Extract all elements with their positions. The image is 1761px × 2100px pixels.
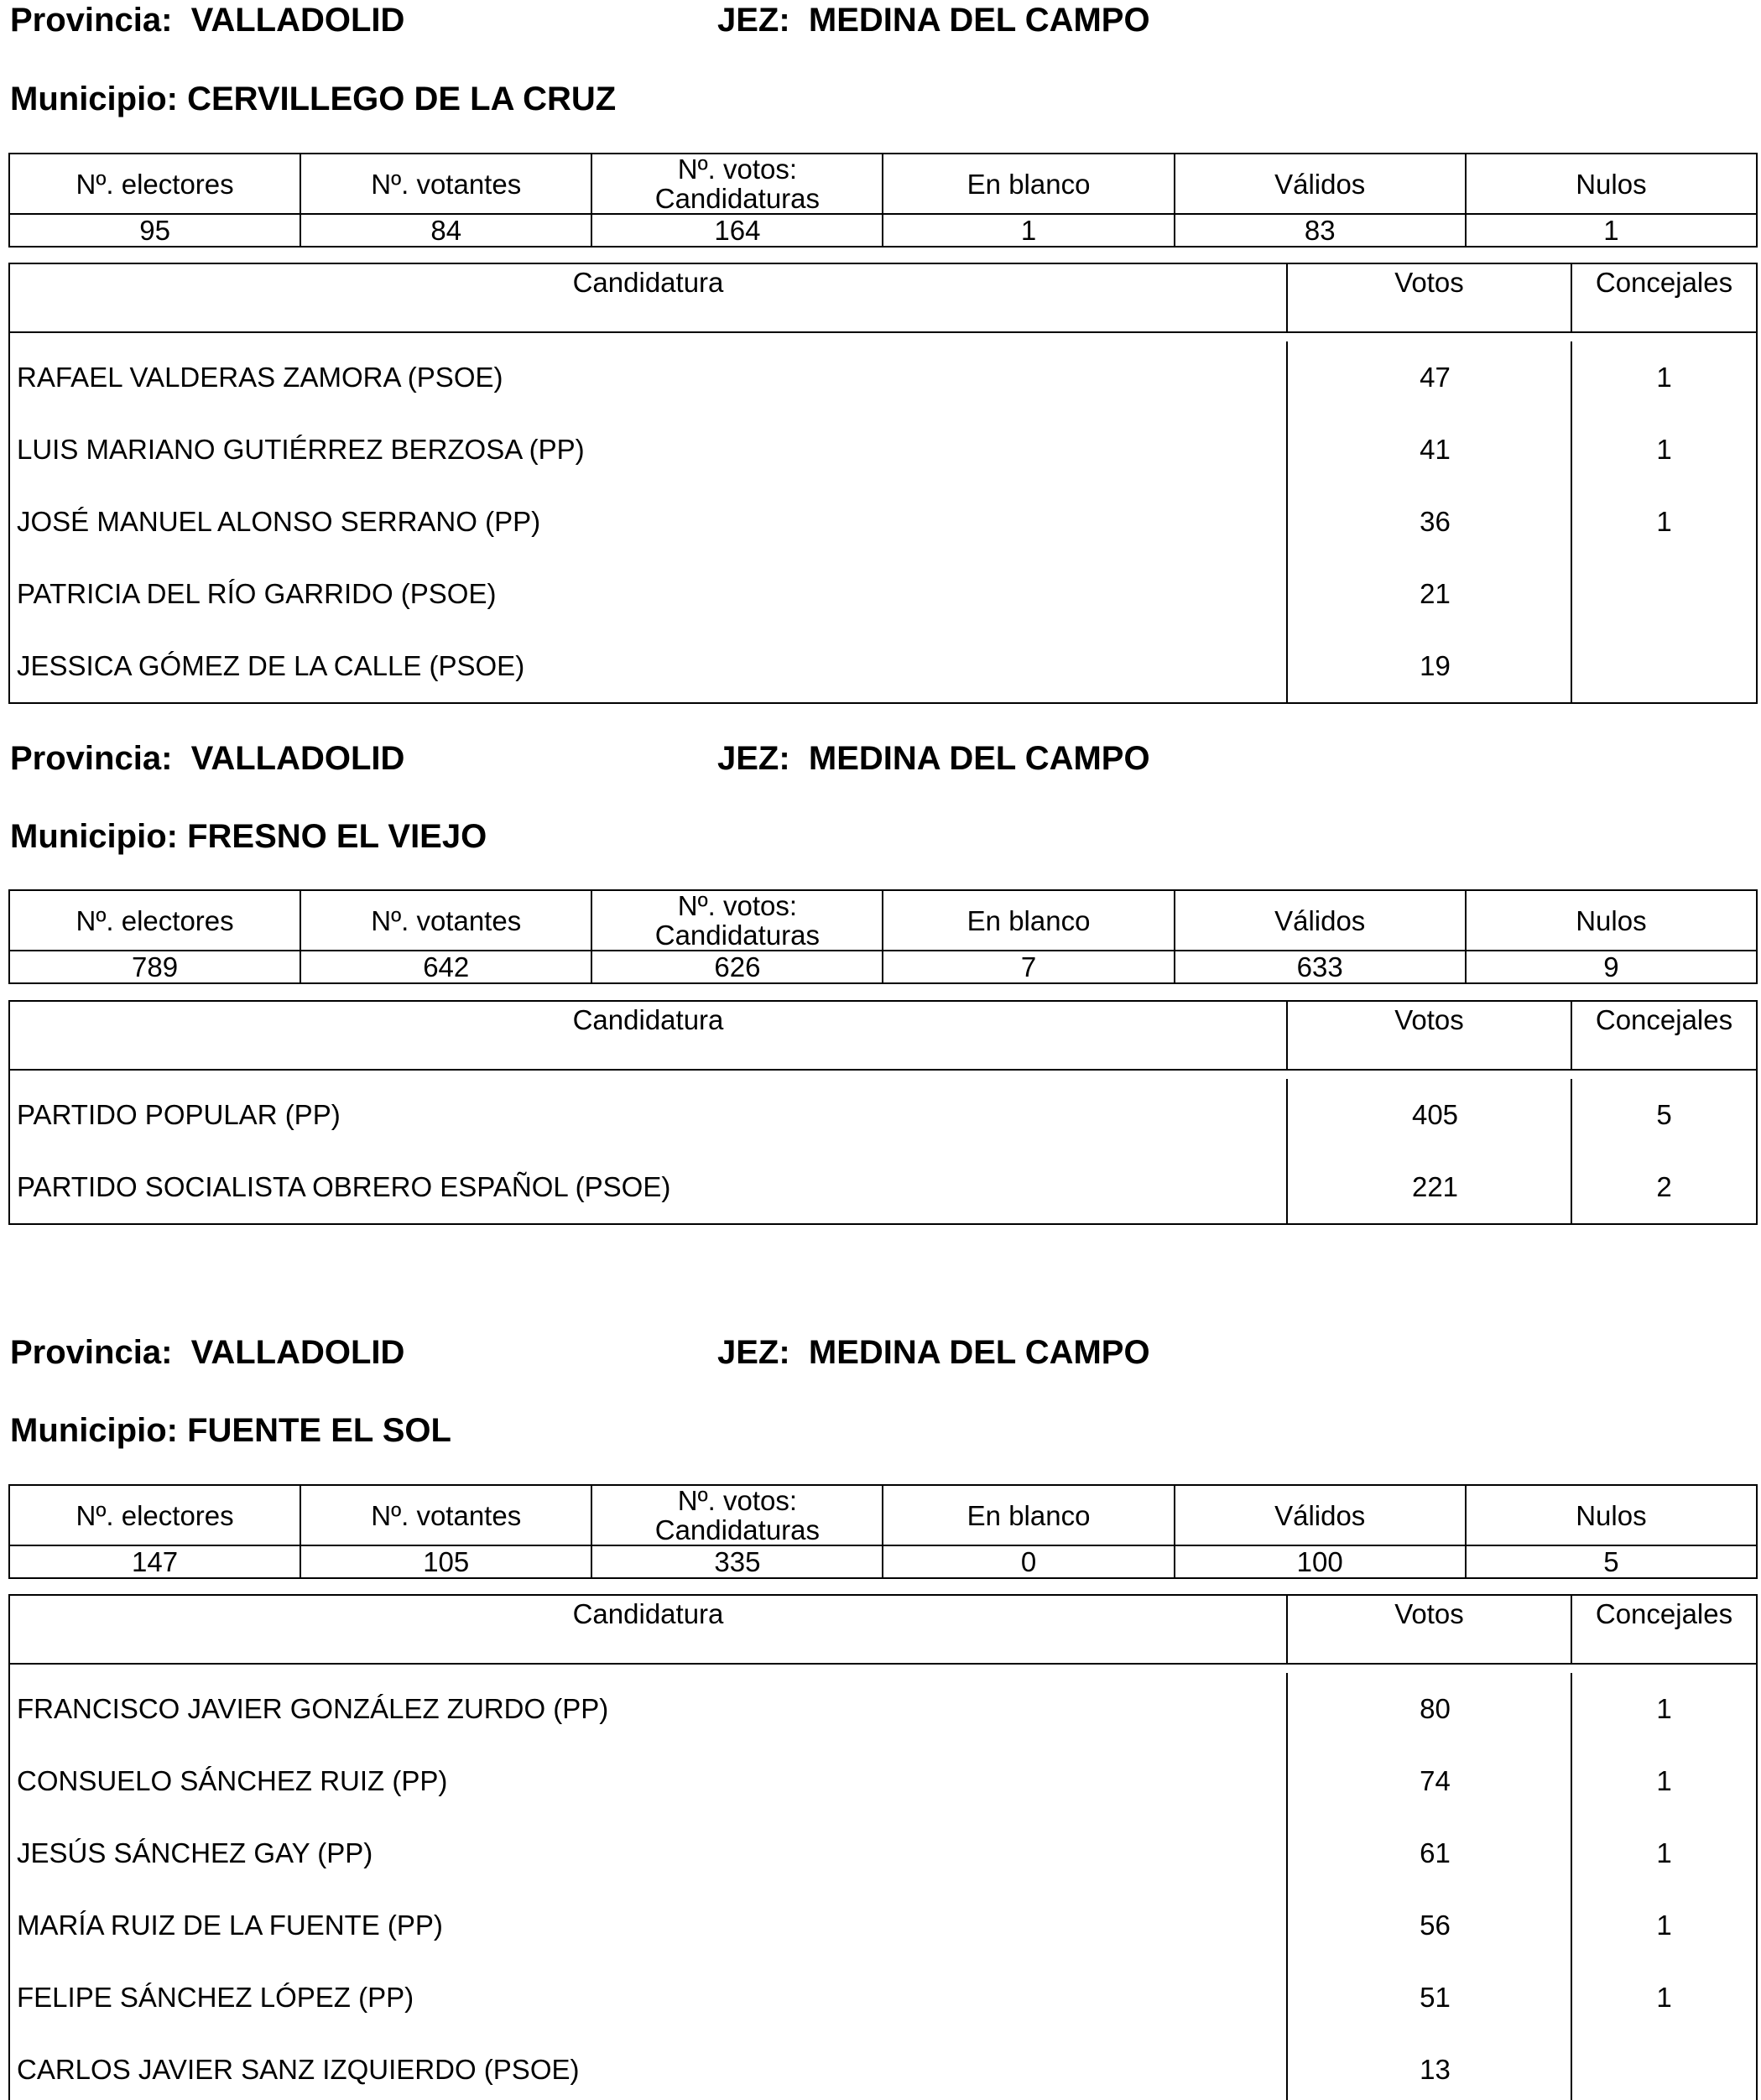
table-row [10,558,1756,630]
candidate-name: FELIPE SÁNCHEZ LÓPEZ (PP) [17,1982,414,2013]
stats-header-en-blanco: En blanco [883,1485,1174,1545]
provincia-value: VALLADOLID [190,1334,405,1371]
stats-header-electores: Nº. electores [9,1485,300,1545]
stats-header-votantes: Nº. votantes [300,154,591,214]
candidates-header-row [10,1596,1756,1665]
stats-header-nulos: Nulos [1466,1485,1757,1545]
candidate-name: PATRICIA DEL RÍO GARRIDO (PSOE) [17,578,497,609]
municipio-heading [10,816,487,857]
candidate-concejales: 1 [1571,1817,1756,1889]
municipio-value: FUENTE EL SOL [187,1412,451,1449]
stats-en-blanco: 0 [883,1545,1174,1578]
provincia-label: Provincia: [10,2,173,39]
municipio-label: Municipio: [10,818,178,855]
stats-header-votantes: Nº. votantes [300,1485,591,1545]
candidates-body [10,1071,1756,1223]
concejales-header: Concejales [1571,1002,1756,1069]
candidate-name: FRANCISCO JAVIER GONZÁLEZ ZURDO (PP) [17,1693,609,1724]
jez-value: MEDINA DEL CAMPO [808,740,1150,777]
stats-header-nulos: Nulos [1466,154,1757,214]
provincia-heading [10,738,404,779]
candidate-votos: 41 [1286,414,1571,486]
concejales-header: Concejales [1571,264,1756,331]
candidate-name: MARÍA RUIZ DE LA FUENTE (PP) [17,1910,443,1941]
stats-table [8,153,1758,248]
stats-header-validos: Válidos [1175,1485,1466,1545]
candidate-concejales: 1 [1571,1673,1756,1745]
candidate-concejales: 2 [1571,1151,1756,1223]
stats-electores: 95 [9,214,300,247]
votos-header: Votos [1286,1596,1571,1663]
municipio-value: FRESNO EL VIEJO [187,818,487,855]
stats-votantes: 105 [300,1545,591,1578]
candidate-name: RAFAEL VALDERAS ZAMORA (PSOE) [17,362,503,393]
candidate-votos: 19 [1286,630,1571,702]
stats-electores: 789 [9,951,300,983]
stats-header-row [9,1485,1757,1545]
stats-header-votos-candidaturas: Nº. votos: Candidaturas [591,154,883,214]
candidate-name: JESSICA GÓMEZ DE LA CALLE (PSOE) [17,650,525,681]
candidate-name: PARTIDO POPULAR (PP) [17,1099,341,1130]
candidate-votos: 36 [1286,486,1571,558]
candidate-votos: 61 [1286,1817,1571,1889]
candidate-votos: 74 [1286,1745,1571,1817]
candidates-header-row [10,1002,1756,1071]
table-row [10,1962,1756,2034]
candidates-body [10,1665,1756,2100]
candidate-concejales: 1 [1571,1745,1756,1817]
provincia-heading [10,1332,404,1373]
stats-validos: 633 [1175,951,1466,983]
stats-header-validos: Válidos [1175,154,1466,214]
jez-heading [717,0,1150,40]
candidate-concejales: 1 [1571,341,1756,414]
stats-header-en-blanco: En blanco [883,890,1174,951]
stats-nulos: 9 [1466,951,1757,983]
candidate-votos: 21 [1286,558,1571,630]
stats-value-row [9,951,1757,983]
municipio-heading [10,1410,451,1451]
stats-table [8,889,1758,984]
table-row [10,1079,1756,1151]
candidate-concejales: 1 [1571,486,1756,558]
stats-header-electores: Nº. electores [9,890,300,951]
candidate-name: CARLOS JAVIER SANZ IZQUIERDO (PSOE) [17,2054,580,2085]
table-row [10,341,1756,414]
candidate-concejales [1571,558,1756,630]
stats-header-row [9,154,1757,214]
stats-nulos: 1 [1466,214,1757,247]
stats-validos: 83 [1175,214,1466,247]
candidate-votos: 13 [1286,2034,1571,2100]
candidate-concejales: 5 [1571,1079,1756,1151]
municipio-value: CERVILLEGO DE LA CRUZ [187,81,617,117]
table-row [10,1889,1756,1962]
votos-header: Votos [1286,264,1571,331]
candidate-votos: 51 [1286,1962,1571,2034]
candidates-table [8,1594,1758,2100]
stats-header-validos: Válidos [1175,890,1466,951]
candidates-body [10,333,1756,702]
candidates-table [8,263,1758,704]
candidatura-header: Candidatura [572,1004,724,1035]
stats-header-votos-candidaturas: Nº. votos: Candidaturas [591,890,883,951]
stats-nulos: 5 [1466,1545,1757,1578]
stats-votos-candidaturas: 626 [591,951,883,983]
concejales-header: Concejales [1571,1596,1756,1663]
stats-electores: 147 [9,1545,300,1578]
candidate-concejales: 1 [1571,414,1756,486]
stats-votantes: 84 [300,214,591,247]
candidate-concejales: 1 [1571,1889,1756,1962]
candidate-name: JOSÉ MANUEL ALONSO SERRANO (PP) [17,506,541,537]
candidate-name: CONSUELO SÁNCHEZ RUIZ (PP) [17,1765,448,1796]
candidatura-header: Candidatura [572,1598,724,1629]
jez-heading [717,1332,1150,1373]
jez-label: JEZ: [717,740,790,777]
stats-en-blanco: 7 [883,951,1174,983]
provincia-value: VALLADOLID [190,740,405,777]
provincia-value: VALLADOLID [190,2,405,39]
candidate-concejales [1571,2034,1756,2100]
municipio-heading [10,79,616,119]
jez-label: JEZ: [717,2,790,39]
table-row [10,1151,1756,1223]
table-row [10,414,1756,486]
stats-header-votantes: Nº. votantes [300,890,591,951]
stats-header-en-blanco: En blanco [883,154,1174,214]
stats-header-row [9,890,1757,951]
table-row [10,2034,1756,2100]
candidate-votos: 80 [1286,1673,1571,1745]
provincia-heading [10,0,404,40]
stats-votos-candidaturas: 335 [591,1545,883,1578]
candidate-name: LUIS MARIANO GUTIÉRREZ BERZOSA (PP) [17,434,585,465]
stats-value-row [9,214,1757,247]
municipio-label: Municipio: [10,1412,178,1449]
table-row [10,1817,1756,1889]
candidates-header-row [10,264,1756,333]
municipio-label: Municipio: [10,81,178,117]
candidate-name: PARTIDO SOCIALISTA OBRERO ESPAÑOL (PSOE) [17,1171,671,1202]
stats-header-votos-candidaturas: Nº. votos: Candidaturas [591,1485,883,1545]
stats-header-nulos: Nulos [1466,890,1757,951]
table-row [10,1745,1756,1817]
candidate-name: JESÚS SÁNCHEZ GAY (PP) [17,1837,373,1868]
votos-header: Votos [1286,1002,1571,1069]
candidate-concejales [1571,630,1756,702]
table-row [10,486,1756,558]
jez-value: MEDINA DEL CAMPO [808,2,1150,39]
provincia-label: Provincia: [10,1334,173,1371]
candidates-table [8,1000,1758,1225]
candidate-concejales: 1 [1571,1962,1756,2034]
stats-en-blanco: 1 [883,214,1174,247]
table-row [10,1673,1756,1745]
table-row [10,630,1756,702]
stats-header-electores: Nº. electores [9,154,300,214]
stats-value-row [9,1545,1757,1578]
stats-votos-candidaturas: 164 [591,214,883,247]
jez-heading [717,738,1150,779]
jez-value: MEDINA DEL CAMPO [808,1334,1150,1371]
candidate-votos: 221 [1286,1151,1571,1223]
stats-validos: 100 [1175,1545,1466,1578]
candidatura-header: Candidatura [572,267,724,298]
candidate-votos: 405 [1286,1079,1571,1151]
candidate-votos: 47 [1286,341,1571,414]
provincia-label: Provincia: [10,740,173,777]
stats-table [8,1484,1758,1579]
candidate-votos: 56 [1286,1889,1571,1962]
stats-votantes: 642 [300,951,591,983]
jez-label: JEZ: [717,1334,790,1371]
